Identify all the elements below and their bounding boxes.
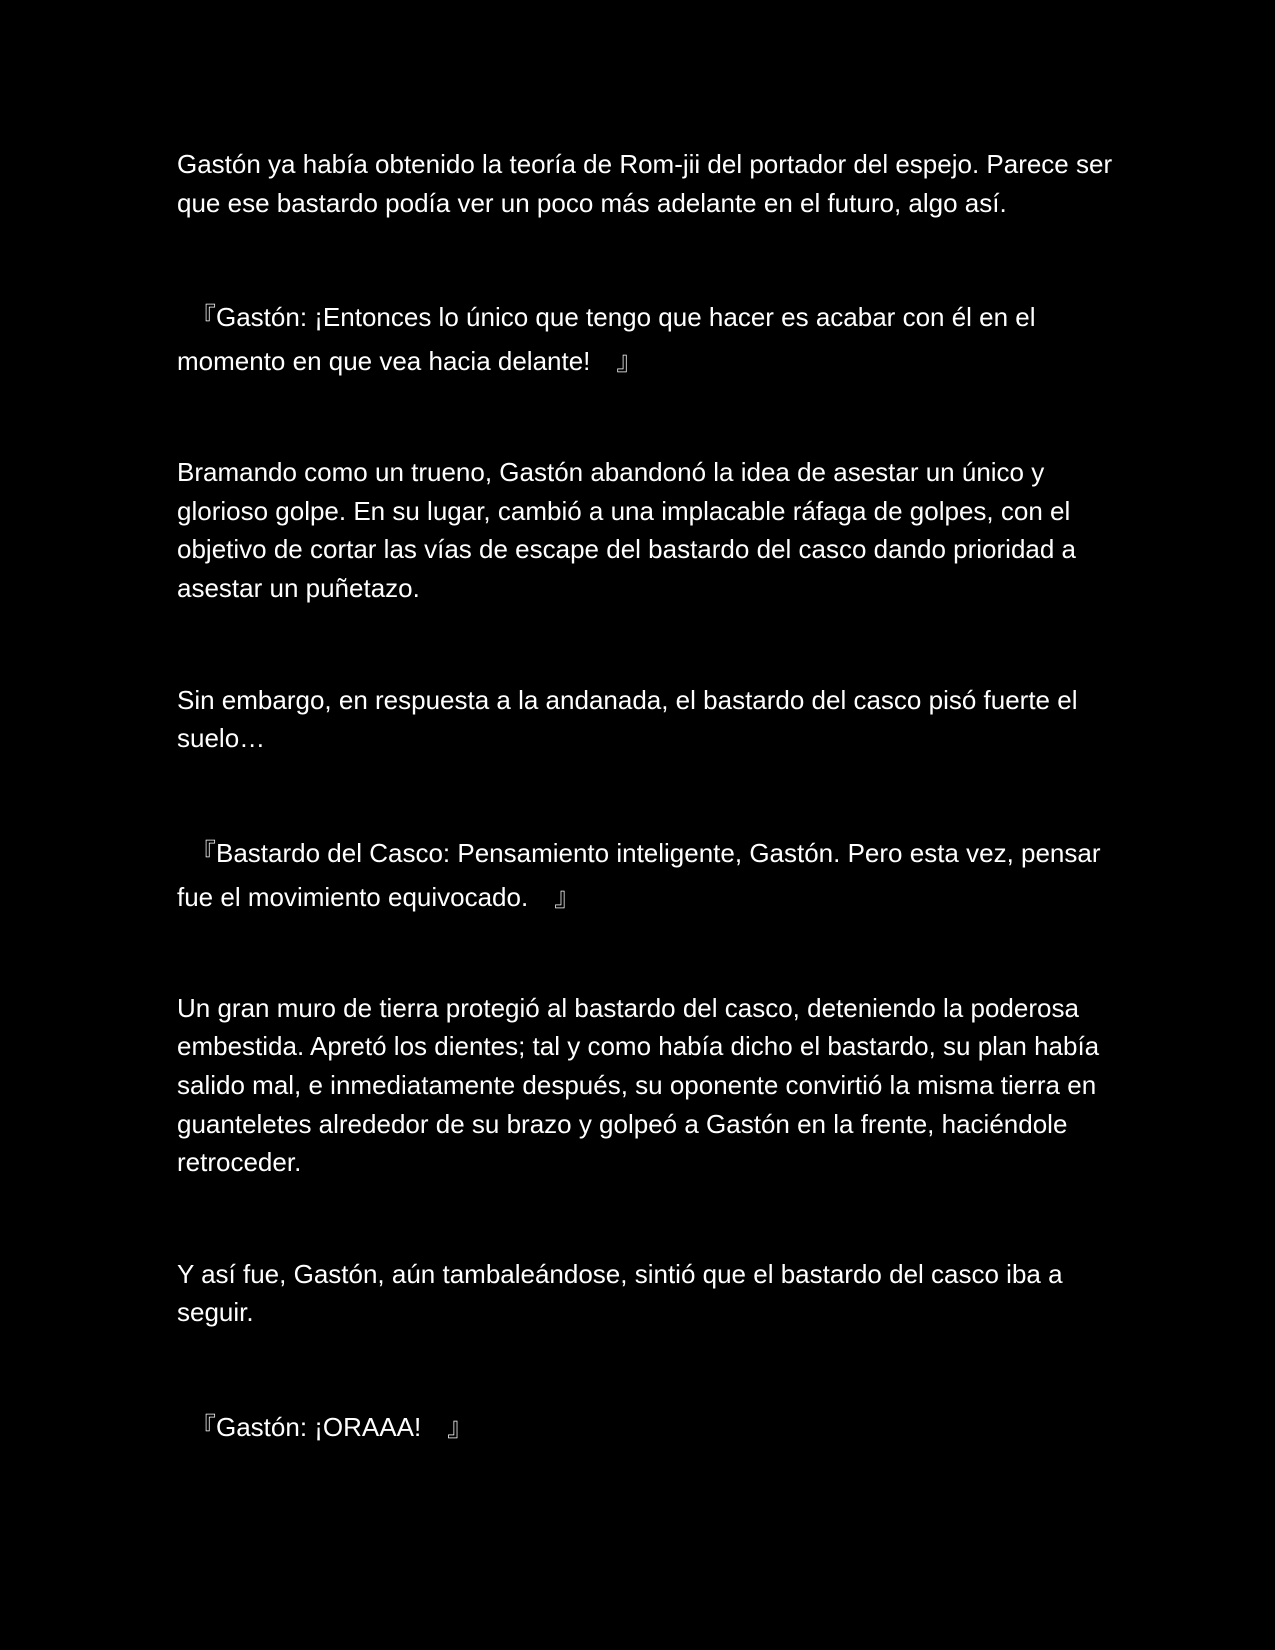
- document-page: [177, 145, 1117, 1449]
- paragraph-spacer: [177, 919, 1117, 989]
- paragraph-spacer: [177, 608, 1117, 681]
- paragraph-2: Bramando como un trueno, Gastón abandonó la idea de asestar un único y glorioso golpe. En su lugar, cambió a una implacable ráfaga de golpes, con el objetivo de cortar las vías de escape del bastardo del casco dando prioridad a asestar un puñetazo.: [177, 457, 1077, 603]
- paragraph-spacer: [177, 222, 1117, 295]
- paragraph-5: Y así fue, Gastón, aún tambaleándose, sintió que el bastardo del casco iba a seguir.: [177, 1258, 1063, 1328]
- dialogue-gaston-2: 『Gastón: ¡ORAAA! 』: [177, 1411, 474, 1442]
- paragraph-spacer: [177, 758, 1117, 831]
- paragraph-3: Sin embargo, en respuesta a la andanada, el bastardo del casco pisó fuerte el suelo…: [177, 684, 1078, 754]
- paragraph-4: Un gran muro de tierra protegió al bastardo del casco, deteniendo la poderosa embestida. Apretó los dientes; tal y como había dicho el bastardo, su plan había salido mal, e inmediatamente después, su oponente convirtió la misma tierra en guanteletes alrededor de su brazo y golpeó a Gastón en la frente, haciéndole retroceder.: [177, 992, 1100, 1178]
- dialogue-gaston-1: 『Gastón: ¡Entonces lo único que tengo que hacer es acabar con él en el momento en que vea hacia delante! 』: [177, 302, 1036, 377]
- dialogue-helmet: 『Bastardo del Casco: Pensamiento inteligente, Gastón. Pero esta vez, pensar fue el movimiento equivocado. 』: [177, 837, 1101, 912]
- paragraph-spacer: [177, 1332, 1117, 1405]
- paragraph-spacer: [177, 383, 1117, 453]
- paragraph-spacer: [177, 1182, 1117, 1255]
- paragraph-1: Gastón ya había obtenido la teoría de Rom-jii del portador del espejo. Parece ser que ese bastardo podía ver un poco más adelante en el futuro, algo así.: [177, 149, 1113, 218]
